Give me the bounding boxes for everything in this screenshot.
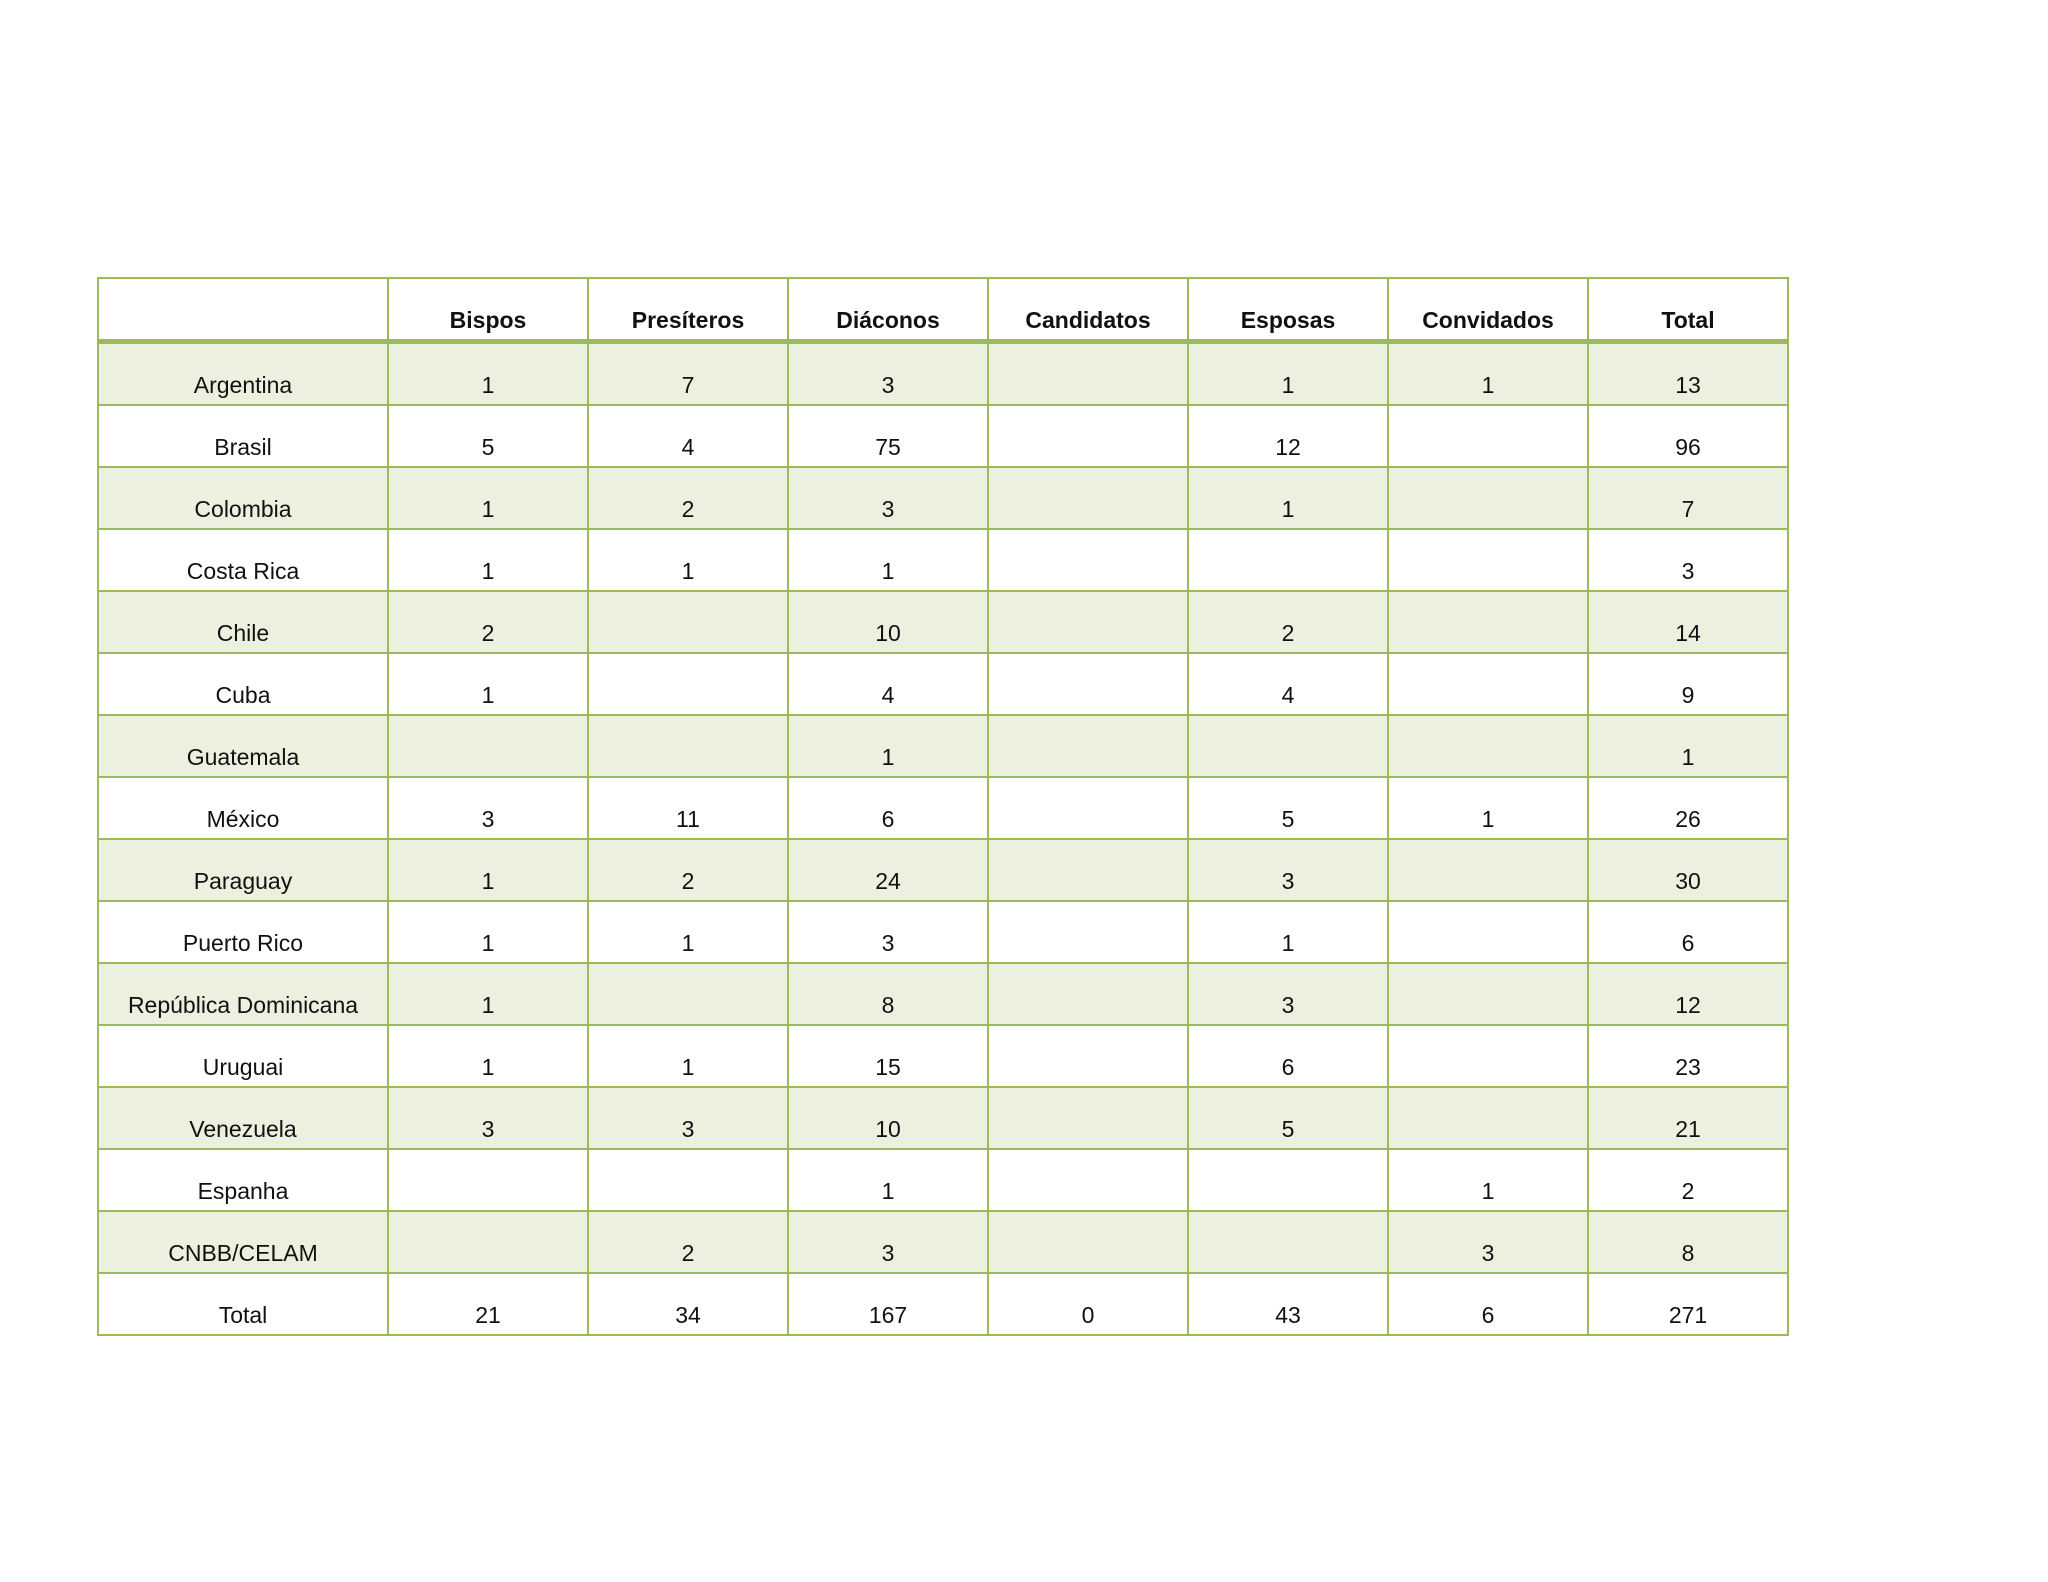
table-row [98,1211,1788,1273]
table-row [98,591,1788,653]
table-row [98,529,1788,591]
country-cell: Venezuela [98,1087,388,1149]
header-corner [98,278,388,342]
table-row [98,963,1788,1025]
value-cell: 167 [788,1273,988,1335]
value-cell: 30 [1588,839,1788,901]
participants-table [97,277,1789,1336]
value-cell: 3 [788,901,988,963]
value-cell: 75 [788,405,988,467]
country-cell: Costa Rica [98,529,388,591]
table-row [98,839,1788,901]
value-cell: 43 [1188,1273,1388,1335]
header-candidatos: Candidatos [988,278,1188,342]
value-cell: 1 [788,1149,988,1211]
value-cell: 1 [1588,715,1788,777]
value-cell: 1 [588,1025,788,1087]
value-cell: 1 [1388,342,1588,406]
value-cell: 14 [1588,591,1788,653]
country-cell: Espanha [98,1149,388,1211]
value-cell: 1 [388,342,588,406]
table-row [98,1025,1788,1087]
value-cell: 1 [1188,467,1388,529]
value-cell [1388,963,1588,1025]
value-cell [988,839,1188,901]
value-cell: 3 [1188,839,1388,901]
value-cell: 0 [988,1273,1188,1335]
value-cell: 1 [388,901,588,963]
header-row [98,278,1788,342]
value-cell [1388,901,1588,963]
value-cell [988,1087,1188,1149]
value-cell: 3 [788,342,988,406]
country-cell: Cuba [98,653,388,715]
value-cell [1388,839,1588,901]
value-cell [1388,467,1588,529]
value-cell: 1 [388,529,588,591]
value-cell: 15 [788,1025,988,1087]
table-row [98,342,1788,406]
country-cell: Brasil [98,405,388,467]
table-row [98,653,1788,715]
value-cell: 8 [788,963,988,1025]
value-cell [988,1149,1188,1211]
value-cell: 1 [388,839,588,901]
value-cell [988,963,1188,1025]
table-row [98,1273,1788,1335]
value-cell: 96 [1588,405,1788,467]
value-cell: 1 [388,1025,588,1087]
value-cell [1388,591,1588,653]
header-bispos: Bispos [388,278,588,342]
value-cell: 3 [588,1087,788,1149]
table-row [98,1087,1788,1149]
value-cell: 1 [788,529,988,591]
value-cell: 3 [788,467,988,529]
value-cell: 21 [388,1273,588,1335]
value-cell [1388,405,1588,467]
value-cell: 2 [388,591,588,653]
value-cell: 9 [1588,653,1788,715]
value-cell: 6 [1388,1273,1588,1335]
value-cell [1388,1025,1588,1087]
value-cell: 10 [788,1087,988,1149]
value-cell [988,653,1188,715]
value-cell [1388,529,1588,591]
value-cell [1188,1211,1388,1273]
table-row [98,777,1788,839]
country-cell: Guatemala [98,715,388,777]
country-cell: Total [98,1273,388,1335]
country-cell: Uruguai [98,1025,388,1087]
value-cell: 5 [1188,1087,1388,1149]
country-cell: CNBB/CELAM [98,1211,388,1273]
value-cell [988,1211,1188,1273]
value-cell [1388,1087,1588,1149]
value-cell: 6 [788,777,988,839]
country-cell: Puerto Rico [98,901,388,963]
value-cell [988,467,1188,529]
value-cell: 6 [1588,901,1788,963]
value-cell: 24 [788,839,988,901]
value-cell [988,529,1188,591]
country-cell: República Dominicana [98,963,388,1025]
value-cell: 1 [388,653,588,715]
table-row [98,467,1788,529]
value-cell [1388,653,1588,715]
header-convidados: Convidados [1388,278,1588,342]
value-cell: 2 [588,839,788,901]
value-cell: 4 [588,405,788,467]
value-cell [988,591,1188,653]
value-cell: 12 [1188,405,1388,467]
value-cell [988,1025,1188,1087]
header-total: Total [1588,278,1788,342]
table-row [98,1149,1788,1211]
table-row [98,901,1788,963]
value-cell [388,1149,588,1211]
country-cell: Chile [98,591,388,653]
value-cell [1388,715,1588,777]
value-cell: 23 [1588,1025,1788,1087]
value-cell: 1 [388,963,588,1025]
value-cell: 4 [788,653,988,715]
value-cell [588,963,788,1025]
value-cell [988,777,1188,839]
value-cell: 1 [1188,342,1388,406]
value-cell: 5 [1188,777,1388,839]
value-cell: 3 [1388,1211,1588,1273]
value-cell: 1 [1388,777,1588,839]
value-cell [388,715,588,777]
value-cell: 3 [1588,529,1788,591]
value-cell [988,342,1188,406]
value-cell [588,653,788,715]
value-cell: 13 [1588,342,1788,406]
value-cell: 3 [1188,963,1388,1025]
value-cell: 4 [1188,653,1388,715]
value-cell: 8 [1588,1211,1788,1273]
value-cell: 3 [388,777,588,839]
value-cell [588,715,788,777]
table-body [98,342,1788,1336]
value-cell: 1 [588,529,788,591]
value-cell [588,591,788,653]
value-cell [988,405,1188,467]
value-cell: 5 [388,405,588,467]
value-cell: 271 [1588,1273,1788,1335]
value-cell [988,901,1188,963]
country-cell: México [98,777,388,839]
country-cell: Argentina [98,342,388,406]
header-esposas: Esposas [1188,278,1388,342]
table-row [98,405,1788,467]
value-cell: 21 [1588,1087,1788,1149]
value-cell: 1 [1188,901,1388,963]
value-cell [1188,715,1388,777]
value-cell: 2 [588,467,788,529]
value-cell: 26 [1588,777,1788,839]
value-cell [388,1211,588,1273]
header-presiteros: Presíteros [588,278,788,342]
value-cell: 2 [588,1211,788,1273]
value-cell: 1 [1388,1149,1588,1211]
value-cell: 1 [388,467,588,529]
value-cell: 11 [588,777,788,839]
value-cell [1188,529,1388,591]
value-cell [1188,1149,1388,1211]
value-cell [988,715,1188,777]
value-cell: 1 [788,715,988,777]
value-cell: 3 [788,1211,988,1273]
value-cell: 6 [1188,1025,1388,1087]
value-cell: 2 [1188,591,1388,653]
value-cell: 10 [788,591,988,653]
value-cell [588,1149,788,1211]
country-cell: Colombia [98,467,388,529]
value-cell: 34 [588,1273,788,1335]
table-row [98,715,1788,777]
value-cell: 7 [1588,467,1788,529]
value-cell: 3 [388,1087,588,1149]
country-cell: Paraguay [98,839,388,901]
header-diaconos: Diáconos [788,278,988,342]
value-cell: 7 [588,342,788,406]
value-cell: 12 [1588,963,1788,1025]
value-cell: 1 [588,901,788,963]
value-cell: 2 [1588,1149,1788,1211]
